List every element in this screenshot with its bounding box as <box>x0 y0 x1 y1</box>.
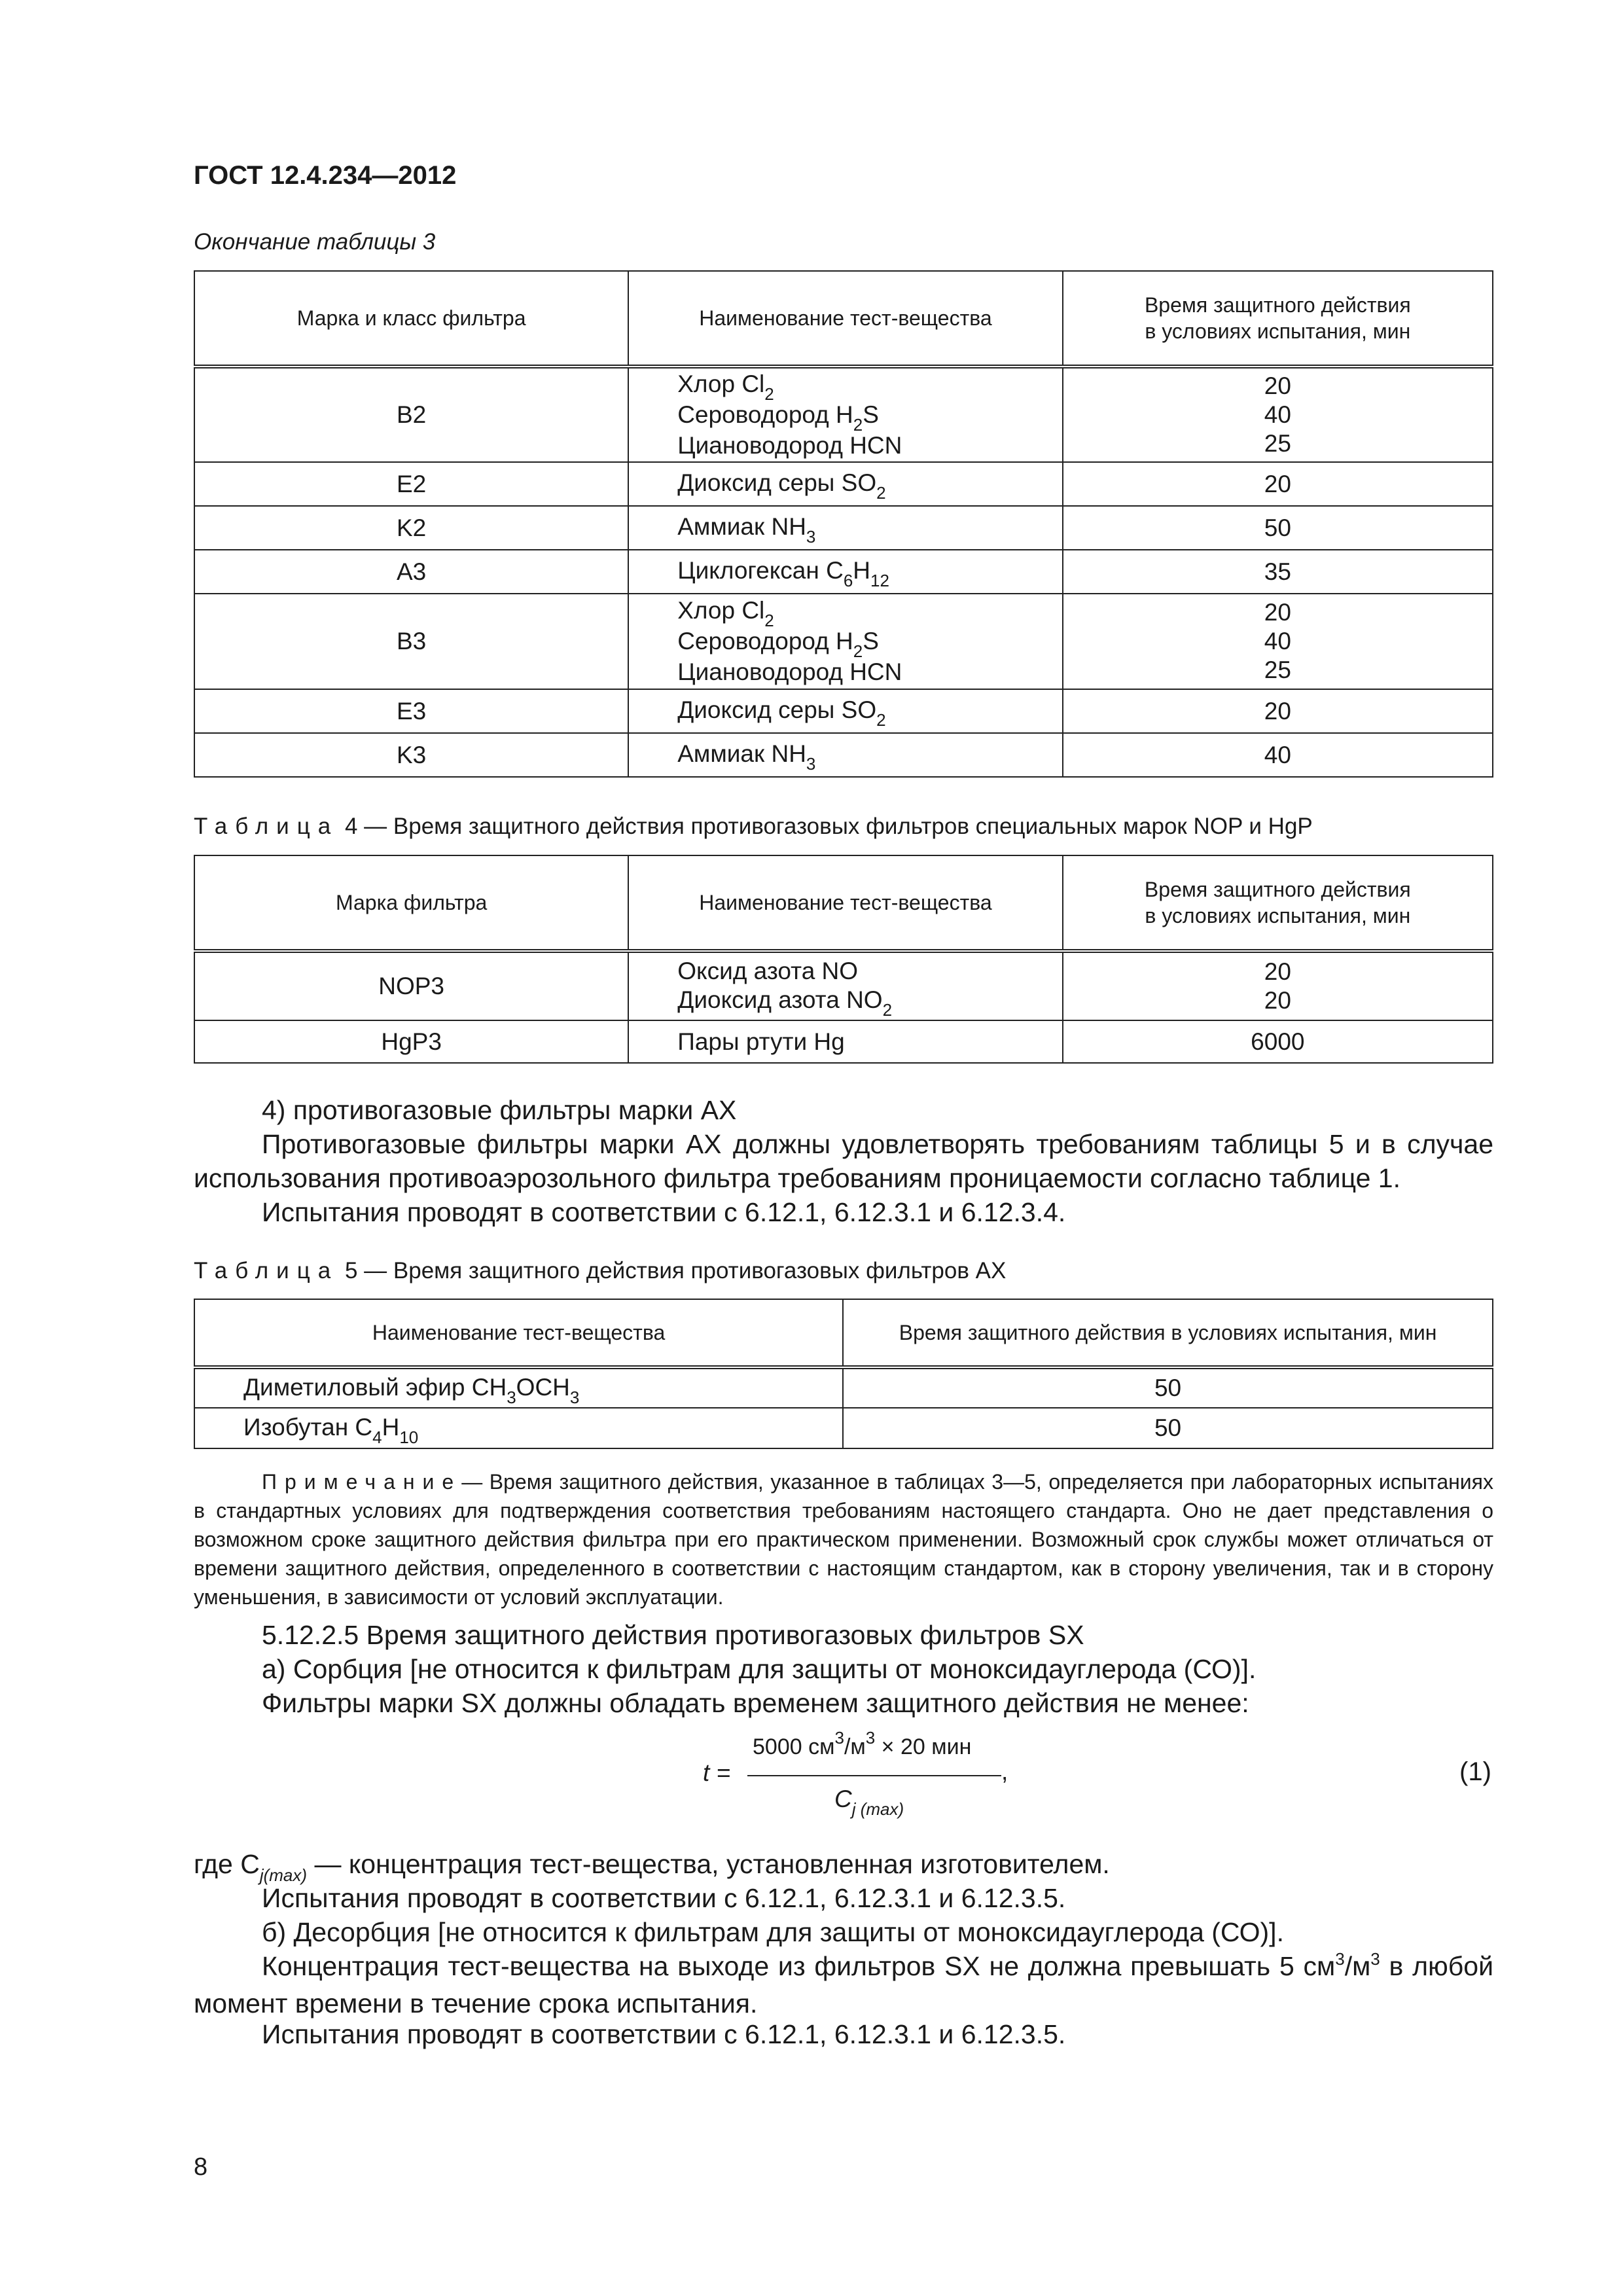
table4-substance: Оксид азота NO Диоксид азота $NO_2$ <box>628 951 1062 1020</box>
table-row <box>194 689 1493 733</box>
table4-header-time-line2: в условиях испытания, мин <box>1145 904 1411 927</box>
table-row <box>194 1367 1493 1408</box>
table3-mark: E3 <box>194 689 628 733</box>
table4-substance: Пары ртути Hg <box>628 1020 1062 1063</box>
table5-caption-word: Таблица <box>194 1258 339 1283</box>
formula-1 <box>694 1728 1008 1826</box>
table-row <box>194 1408 1493 1448</box>
table-row <box>194 594 1493 689</box>
table-row <box>194 367 1493 462</box>
table-row <box>194 506 1493 550</box>
formula-numerator: 5000 $см^3/м^3 \times 20$ мин <box>753 1728 972 1759</box>
table3-header-substance: Наименование тест-вещества <box>628 271 1063 367</box>
sx-tests-2: Испытания проводят в соответствии с 6.12.1, 6.12.3.1 и 6.12.3.5. <box>262 2019 1066 2049</box>
table3-substance: Диоксид серы $SO_2$ <box>628 689 1063 733</box>
table5-substance: Диметиловый эфир $CH_3OCH_3$ <box>194 1367 843 1408</box>
ax-paragraph-2: Испытания проводят в соответствии с 6.12.1, 6.12.3.1 и 6.12.3.4. <box>262 1197 1066 1227</box>
sx-item-b-text: Концентрация тест-вещества на выходе из фильтров SX не должна превышать 5 $см^3/м^3$ в любой момент времени в течение срока испытания. <box>194 1949 1493 2018</box>
table3-substance: Аммиак $NH_3$ <box>628 733 1063 777</box>
table-row <box>194 951 1493 1020</box>
table3-mark: B2 <box>194 367 628 462</box>
formula-comma: , <box>1001 1758 1008 1785</box>
table3-time: 50 <box>1063 506 1493 550</box>
table3-time: 20 40 25 <box>1063 367 1493 462</box>
table5-caption-text: 5 — Время защитного действия противогазовых фильтров АХ <box>344 1258 1007 1283</box>
table3-header-mark: Марка и класс фильтра <box>194 271 628 367</box>
table-3 <box>194 270 1493 778</box>
formula-fraction-bar <box>747 1775 1001 1776</box>
table5-header-substance: Наименование тест-вещества <box>194 1299 843 1367</box>
table4-time: 20 20 <box>1063 951 1493 1020</box>
table4-caption-text: 4 — Время защитного действия противогазовых фильтров специальных марок NOP и HgP <box>344 814 1313 839</box>
table4-caption-word: Таблица <box>194 814 339 839</box>
formula-lhs: t = <box>703 1759 731 1786</box>
table3-mark: K2 <box>194 506 628 550</box>
table5-time: 50 <box>843 1408 1493 1448</box>
table3-mark: A3 <box>194 550 628 594</box>
sx-item-b: б) Десорбция [не относится к фильтрам для защиты от моноксидауглерода (СО)]. <box>262 1917 1284 1947</box>
table4-caption <box>194 814 1313 840</box>
table-row <box>194 550 1493 594</box>
table4-header-mark: Марка фильтра <box>194 855 628 951</box>
note-text: — Время защитного действия, указанное в таблицах 3—5, определяется при лабораторных испытаниях в стандартных условиях для подтверждения соответствия требованиям настоящего стандарта. Оно не дает представления о возможном сроке защитного действия фильтра при его практическом применении. Возможный срок службы может отличаться от времени защитного действия, определенного в соответствии с настоящим стандартом, как в сторону увеличения, так и в сторону уменьшения, в зависимости от условий эксплуатации. <box>194 1470 1493 1609</box>
table5-time: 50 <box>843 1367 1493 1408</box>
table5-header-time: Время защитного действия в условиях испытания, мин <box>843 1299 1493 1367</box>
sx-item-a: а) Сорбция [не относится к фильтрам для защиты от моноксидауглерода (СО)]. <box>262 1654 1257 1684</box>
table4-header-substance: Наименование тест-вещества <box>628 855 1062 951</box>
sx-heading: 5.12.2.5 Время защитного действия противогазовых фильтров SX <box>262 1620 1084 1650</box>
sx-item-a-text: Фильтры марки SX должны обладать временем защитного действия не менее: <box>262 1688 1249 1718</box>
table4-mark: HgP3 <box>194 1020 628 1063</box>
table4-mark: NOP3 <box>194 951 628 1020</box>
table5-substance: Изобутан $C_4H_{10}$ <box>194 1408 843 1448</box>
table3-time: 20 <box>1063 689 1493 733</box>
table-row <box>194 462 1493 506</box>
table-row <box>194 733 1493 777</box>
table3-substance: Аммиак $NH_3$ <box>628 506 1063 550</box>
table3-mark: K3 <box>194 733 628 777</box>
standard-header: ГОСТ 12.4.234—2012 <box>194 161 457 190</box>
table3-time: 40 <box>1063 733 1493 777</box>
note-word: Примечание <box>262 1470 462 1494</box>
table3-mark: E2 <box>194 462 628 506</box>
page-number: 8 <box>194 2153 208 2181</box>
table3-header-time-line1: Время защитного действия <box>1144 293 1411 317</box>
ax-paragraph-1: Противогазовые фильтры марки АХ должны удовлетворять требованиям таблицы 5 и в случае использования противоаэрозольного фильтра требованиям проницаемости согласно таблице 1. <box>194 1129 1493 1193</box>
table-continuation-label: Окончание таблицы 3 <box>194 229 436 255</box>
formula-number: (1) <box>1459 1757 1491 1786</box>
table4-header-time-line1: Время защитного действия <box>1144 878 1411 901</box>
table3-time: 35 <box>1063 550 1493 594</box>
table5-caption <box>194 1258 1006 1284</box>
table3-header-time-line2: в условиях испытания, мин <box>1145 319 1411 343</box>
sx-where: где $C_{j(max)}$ — концентрация тест-вещества, установленная изготовителем. <box>194 1849 1110 1885</box>
table3-time: 20 <box>1063 462 1493 506</box>
table3-substance: Диоксид серы $SO_2$ <box>628 462 1063 506</box>
table4-time: 6000 <box>1063 1020 1493 1063</box>
sx-tests-1: Испытания проводят в соответствии с 6.12.1, 6.12.3.1 и 6.12.3.5. <box>262 1883 1066 1913</box>
table4-header-time <box>1063 855 1493 951</box>
table3-substance: Хлор $Cl_2$ Сероводород $H_2S$ Циановодород HCN <box>628 367 1063 462</box>
formula-denominator: $C_{j (max)}$ <box>834 1785 904 1819</box>
table3-time: 20 40 25 <box>1063 594 1493 689</box>
table3-substance: Циклогексан $C_6H_{12}$ <box>628 550 1063 594</box>
table3-mark: B3 <box>194 594 628 689</box>
table3-substance: Хлор $Cl_2$ Сероводород $H_2S$ Циановодород HCN <box>628 594 1063 689</box>
table-row <box>194 1020 1493 1063</box>
note <box>194 1467 1493 1611</box>
table3-header-time <box>1063 271 1493 367</box>
ax-item: 4) противогазовые фильтры марки АХ <box>262 1095 737 1125</box>
table-4 <box>194 855 1493 1064</box>
table-5 <box>194 1299 1493 1449</box>
